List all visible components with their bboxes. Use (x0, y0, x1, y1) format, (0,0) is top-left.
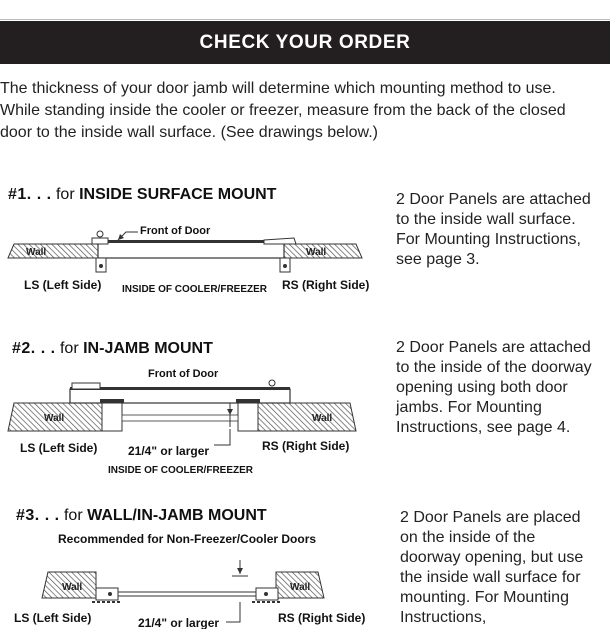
dimension-label: 21/4" or larger (138, 616, 220, 629)
panel-left-shape (96, 588, 118, 600)
front-of-door-label: Front of Door (148, 368, 219, 380)
diagram-inside-surface-mount (0, 210, 390, 280)
mount-type: WALL/IN-JAMB MOUNT (87, 507, 267, 524)
section-2-title (12, 340, 213, 358)
intro-text: The thickness of your door jamb will determine which mounting method to use. While standing inside the cooler or freezer, measure from the back of the closed door to the inside wall surface. (See drawings below.) (0, 80, 566, 141)
dimension-label: 21/4" or larger (128, 444, 210, 458)
left-side-label: LS (Left Side) (24, 278, 102, 292)
section-for: for (59, 340, 79, 357)
left-side-label: LS (Left Side) (14, 611, 92, 625)
section-3-title (16, 507, 267, 525)
section-3-description: 2 Door Panels are placed on the inside of the doorway opening, but use the inside wall surface for mounting. For Mounting Instructions, (400, 509, 584, 626)
section-number: #1. . . (8, 186, 52, 203)
page-title: CHECK YOUR ORDER (199, 31, 411, 53)
inside-label: INSIDE OF COOLER/FREEZER (108, 465, 254, 476)
section-number: #3. . . (16, 507, 60, 524)
section-1-description: 2 Door Panels are attached to the inside wall surface. For Mounting Instructions, see page 3. (396, 191, 591, 268)
section-number: #2. . . (12, 340, 56, 357)
section-2-description: 2 Door Panels are attached to the inside of the doorway opening using both door jambs. For Mounting Instructions, see page 4. (396, 339, 592, 436)
mount-type: INSIDE SURFACE MOUNT (79, 186, 277, 203)
recommended-note: Recommended for Non-Freezer/Cooler Doors (58, 532, 317, 546)
panel-right-shape (238, 403, 258, 431)
wall-right-label: Wall (290, 582, 311, 593)
door-shape (98, 242, 284, 258)
door-front-edge (98, 240, 284, 243)
section-for: for (63, 507, 83, 524)
wall-right-label: Wall (312, 413, 333, 424)
right-side-label: RS (Right Side) (282, 278, 370, 292)
mount-type: IN-JAMB MOUNT (83, 340, 213, 357)
wall-left-label: Wall (62, 582, 83, 593)
front-of-door-label: Front of Door (140, 225, 211, 237)
wall-left-label: Wall (26, 247, 47, 258)
panel-left-shape (102, 403, 122, 431)
right-side-label: RS (Right Side) (262, 439, 350, 453)
section-for: for (55, 186, 75, 203)
wall-right-shape (258, 403, 356, 431)
top-rule (0, 0, 610, 20)
section-1-title (8, 186, 276, 204)
diagram-in-jamb-mount (0, 375, 390, 445)
wall-left-shape (8, 244, 100, 258)
wall-right-label: Wall (306, 247, 327, 258)
right-side-label: RS (Right Side) (278, 611, 366, 625)
header-bar (0, 21, 610, 64)
inside-label: INSIDE OF COOLER/FREEZER (122, 284, 268, 295)
wall-left-label: Wall (44, 413, 65, 424)
left-side-label: LS (Left Side) (20, 441, 98, 455)
